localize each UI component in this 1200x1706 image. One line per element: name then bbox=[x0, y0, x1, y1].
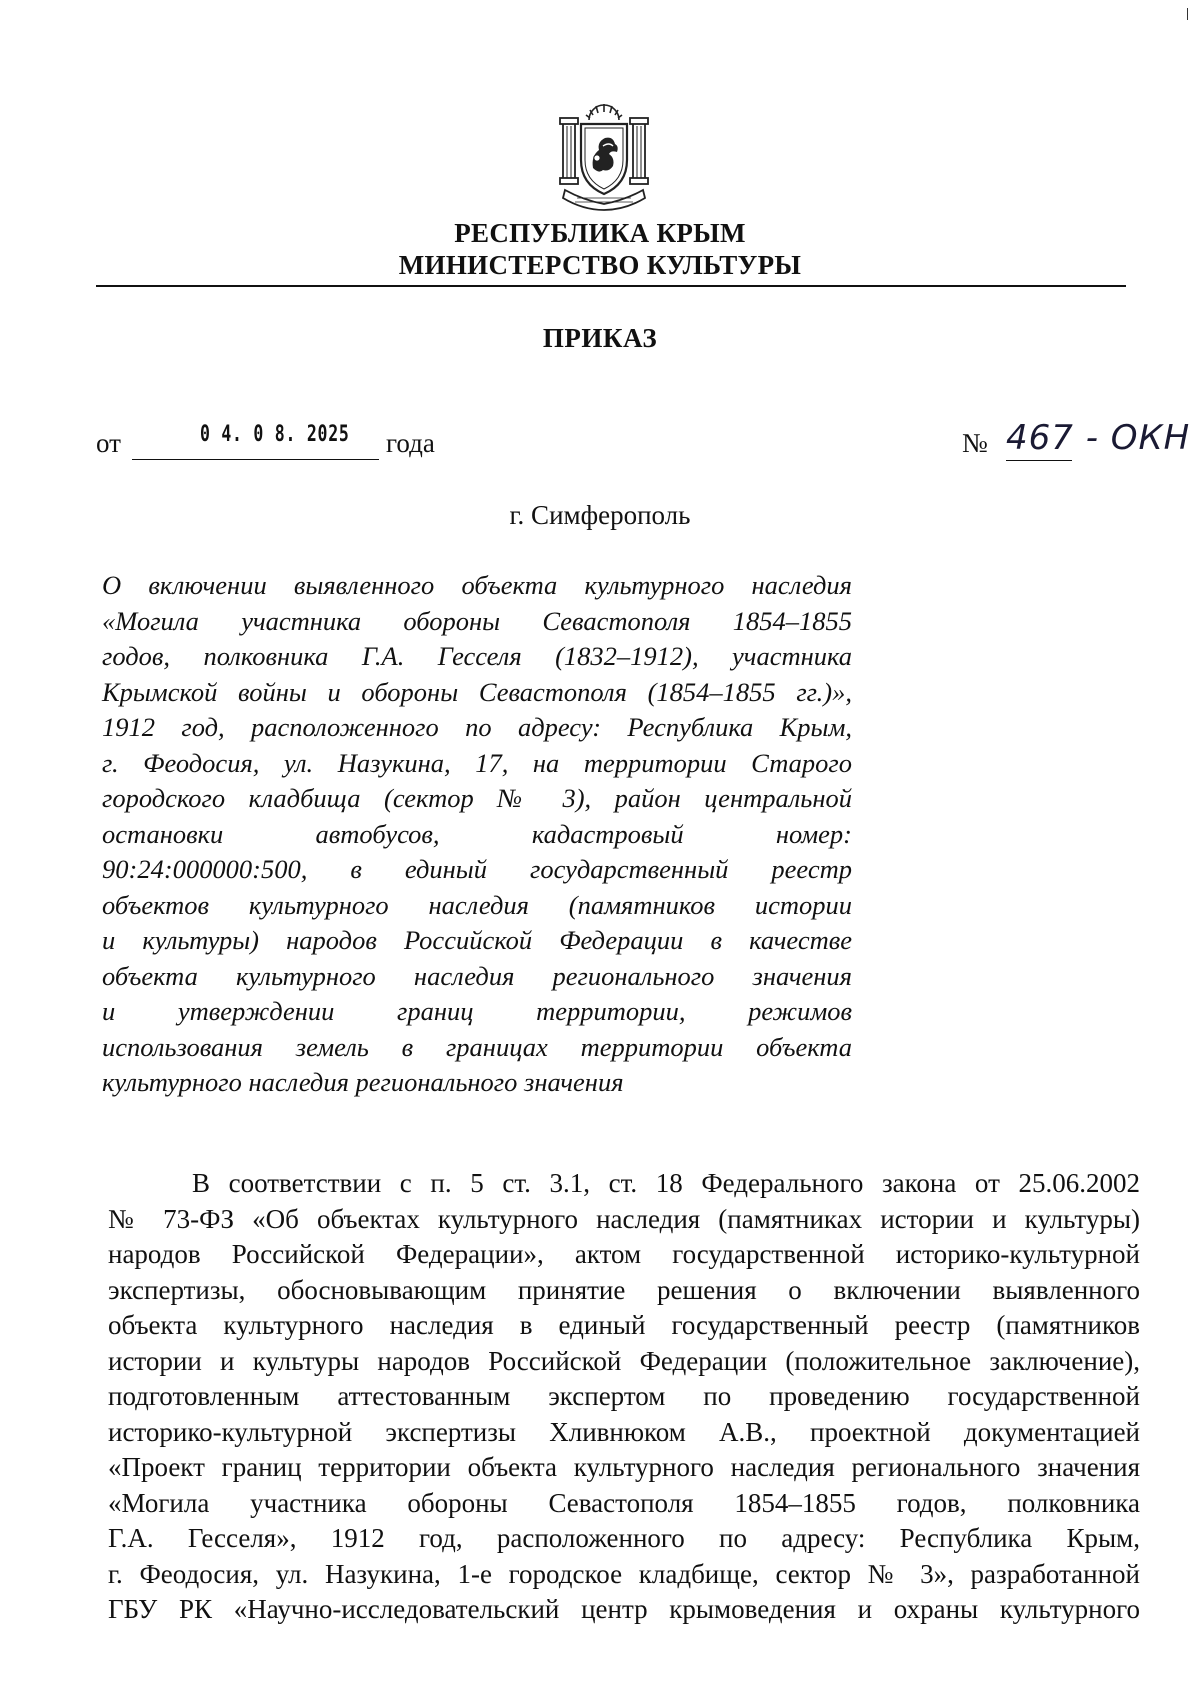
subject-line: культурного наследия регионального значения bbox=[102, 1067, 624, 1097]
subject-line: годов, полковника Г.А. Гесселя (1832–1912), участника bbox=[102, 641, 852, 671]
body-line: «Проект границ территории объекта культурного наследия регионального значения bbox=[108, 1452, 1140, 1482]
subject-line: и утверждении границ территории, режимов bbox=[102, 996, 852, 1026]
document-type: ПРИКАЗ bbox=[542, 323, 658, 353]
date-stamp: 0 4. 0 8. 2025 bbox=[200, 422, 350, 447]
body-line: № 73-ФЗ «Об объектах культурного наследия (памятниках истории и культуры) bbox=[108, 1203, 1140, 1234]
subject-line: объектов культурного наследия (памятников истории bbox=[102, 889, 852, 920]
order-subject bbox=[102, 568, 852, 1101]
order-number-row bbox=[962, 418, 1191, 464]
body-line: «Могила участника обороны Севастополя 1854–1855 годов, полковника bbox=[108, 1487, 1140, 1518]
header-divider bbox=[96, 285, 1126, 287]
subject-line: объекта культурного наследия регионального значения bbox=[102, 960, 852, 991]
number-underline bbox=[1006, 460, 1072, 461]
header-republic: РЕСПУБЛИКА КРЫМ bbox=[454, 218, 746, 248]
body-line: В соответствии с п. 5 ст. 3.1, ст. 18 Федерального закона от 25.06.2002 bbox=[192, 1168, 1140, 1198]
body-line: подготовленным аттестованным экспертом по проведению государственной bbox=[108, 1381, 1140, 1411]
body-line: историко-культурной экспертизы Хливнюком А.В., проектной документацией bbox=[108, 1416, 1140, 1447]
body-line: ГБУ РК «Научно-исследовательский центр крымоведения и охраны культурного bbox=[108, 1594, 1140, 1624]
date-suffix: года bbox=[386, 428, 435, 458]
order-body bbox=[108, 1166, 1140, 1628]
subject-line: и культуры) народов Российской Федерации в качестве bbox=[102, 925, 852, 955]
subject-line: остановки автобусов, кадастровый номер: bbox=[102, 818, 852, 849]
subject-line: 90:24:000000:500, в единый государственный реестр bbox=[102, 854, 852, 884]
city-line: г. Симферополь bbox=[509, 500, 691, 530]
order-number-handwritten: 467 - ОКН bbox=[1006, 418, 1191, 458]
number-sign: № bbox=[962, 428, 988, 458]
body-line: Г.А. Гесселя», 1912 год, расположенного по адресу: Республика Крым, bbox=[108, 1523, 1140, 1553]
date-prefix: от bbox=[96, 428, 121, 458]
subject-line: городского кладбища (сектор № 3), район центральной bbox=[102, 783, 852, 813]
body-line: экспертизы, обосновывающим принятие решения о включении выявленного bbox=[108, 1274, 1140, 1305]
crimea-coat-of-arms-icon bbox=[553, 100, 655, 212]
body-line: г. Феодосия, ул. Назукина, 1-е городское кладбище, сектор № 3», разработанной bbox=[108, 1558, 1140, 1589]
subject-line: 1912 год, расположенного по адресу: Республика Крым, bbox=[102, 712, 852, 742]
subject-line: использования земель в границах территории объекта bbox=[102, 1031, 852, 1062]
header-ministry: МИНИСТЕРСТВО КУЛЬТУРЫ bbox=[398, 250, 802, 280]
date-underline bbox=[132, 459, 379, 460]
subject-line: Крымской войны и обороны Севастополя (1854–1855 гг.)», bbox=[102, 676, 852, 707]
subject-line: г. Феодосия, ул. Назукина, 17, на территории Старого bbox=[102, 747, 852, 778]
subject-line: «Могила участника обороны Севастополя 1854–1855 bbox=[102, 605, 852, 636]
subject-line: О включении выявленного объекта культурного наследия bbox=[102, 570, 852, 600]
body-line: народов Российской Федерации», актом государственной историко-культурной bbox=[108, 1239, 1140, 1269]
scan-mark bbox=[1187, 8, 1188, 20]
body-line: истории и культуры народов Российской Федерации (положительное заключение), bbox=[108, 1345, 1140, 1376]
body-line: объекта культурного наследия в единый государственный реестр (памятников bbox=[108, 1310, 1140, 1340]
